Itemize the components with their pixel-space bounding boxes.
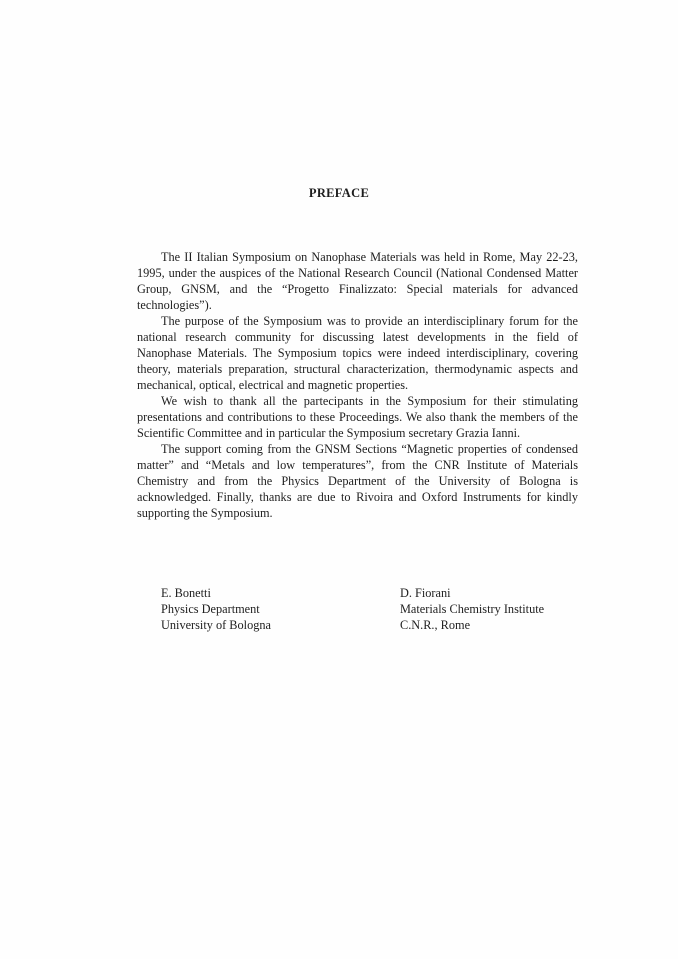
paragraph-4: The support coming from the GNSM Sections “Magnetic properties of condensed matter” and “Metals and low temperatures”, from the CNR Institute of Materials Chemistry and from the Physics Department of the University of Bologna is acknowledged. Finally, thanks are due to Rivoira and Oxford Instruments for kindly supporting the Symposium. xyxy=(137,442,578,520)
signature-department: Materials Chemistry Institute xyxy=(400,602,545,616)
signature-fiorani xyxy=(400,585,544,633)
signature-bonetti xyxy=(161,585,271,633)
paragraph-2: The purpose of the Symposium was to provide an interdisciplinary forum for the national research community for discussing latest developments in the field of Nanophase Materials. The Symposium topics were indeed interdisciplinary, covering theory, materials preparation, structural characterization, thermodynamic aspects and mechanical, optical, electrical and magnetic properties. xyxy=(137,314,578,392)
signature-department: Physics Department xyxy=(161,602,260,616)
signature-name: D. Fiorani xyxy=(400,586,451,600)
page-title: PREFACE xyxy=(308,186,370,200)
preface-body xyxy=(137,249,578,521)
signature-name: E. Bonetti xyxy=(161,586,211,600)
paragraph-3: We wish to thank all the partecipants in the Symposium for their stimulating presentations and contributions to these Proceedings. We also thank the members of the Scientific Committee and in particular the Symposium secretary Grazia Ianni. xyxy=(137,394,578,440)
signature-institution: University of Bologna xyxy=(161,618,271,632)
paragraph-1: The II Italian Symposium on Nanophase Materials was held in Rome, May 22-23, 1995, under the auspices of the National Research Council (National Condensed Matter Group, GNSM, and the “Progetto Finalizzato: Special materials for advanced technologies”). xyxy=(137,250,578,312)
signature-institution: C.N.R., Rome xyxy=(400,618,471,632)
